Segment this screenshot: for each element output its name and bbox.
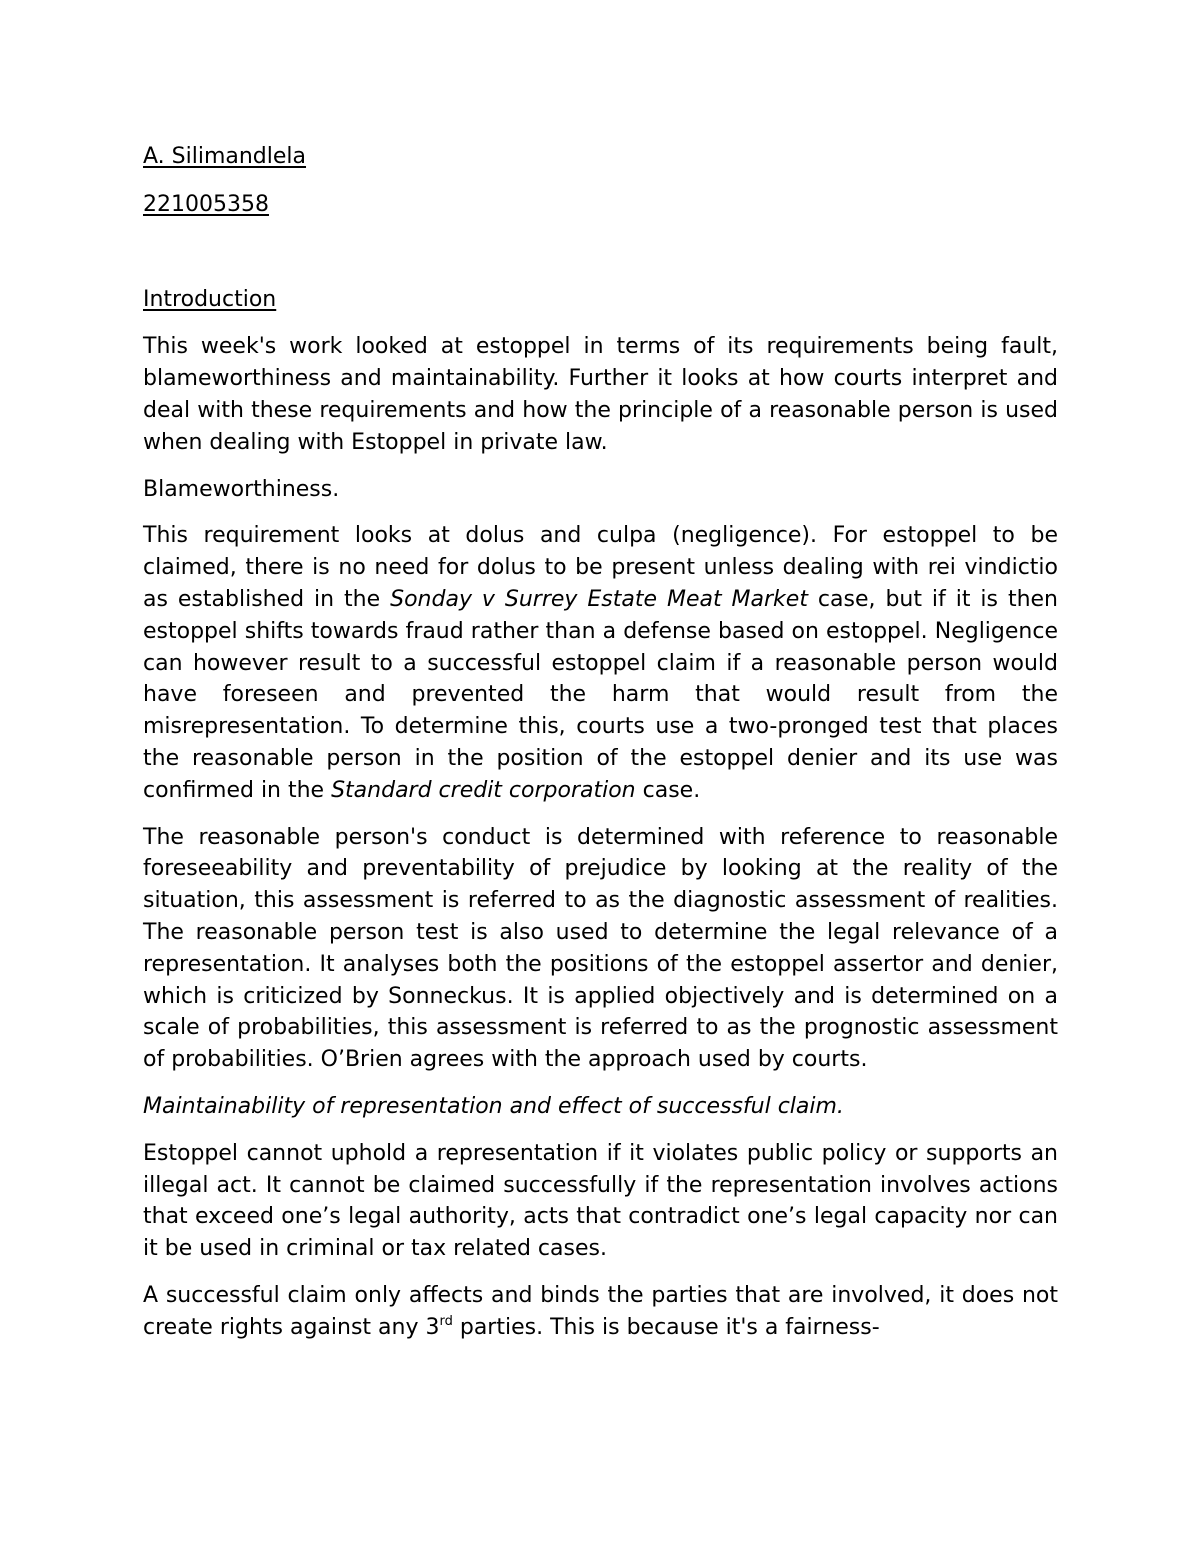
document-body [143,141,1058,1359]
introduction-paragraph: This week's work looked at estoppel in terms of its requirements being fault, blameworthiness and maintainability. Further it looks at how courts interpret and deal with these requirements and how the principle of a reasonable person is used when dealing with Estoppel in private law. [143,334,1058,455]
maintainability-paragraph-2: A successful claim only affects and binds the parties that are involved, it does not create rights against any 3rd parties. This is because it's a fairness- [143,1282,1058,1340]
blameworthiness-heading: Blameworthiness. [143,476,340,502]
case-name-sonday: Sonday v Surrey Estate Meat Market [390,586,808,612]
blameworthiness-paragraph-2: The reasonable person's conduct is determined with reference to reasonable foreseeability and preventability of prejudice by looking at the reality of the situation, this assessment is referred to as the diagnostic assessment of realities. The reasonable person test is also used to determine the legal relevance of a representation. It analyses both the positions of the estoppel assertor and denier, which is criticized by Sonneckus. It is applied objectively and is determined on a scale of probabilities, this assessment is referred to as the prognostic assessment of probabilities. O’Brien agrees with the approach used by courts. [143,824,1058,1073]
student-number: 221005358 [143,191,269,217]
author-name: A. Silimandlela [143,144,307,169]
blameworthiness-paragraph-1: This requirement looks at dolus and culpa (negligence). For estoppel to be claimed, there is no need for dolus to be present unless dealing with rei vindictio as established in the Sonday v Surrey Estate Meat Market case, but if it is then estoppel shifts towards fraud rather than a defense based on estoppel. Negligence can however result to a successful estoppel claim if a reasonable person would have foreseen and prevented the harm that would result from the misrepresentation. To determine this, courts use a two-pronged test that places the reasonable person in the position of the estoppel denier and its use was confirmed in the Standard credit corporation case. [143,523,1059,803]
case-name-standard-credit: Standard credit corporation [331,777,636,803]
maintainability-paragraph-1: Estoppel cannot uphold a representation if it violates public policy or supports an illegal act. It cannot be claimed successfully if the representation involves actions that exceed one’s legal authority, acts that contradict one’s legal capacity nor can it be used in criminal or tax related cases. [143,1140,1058,1262]
ordinal-suffix: rd [439,1313,453,1329]
maintainability-heading: Maintainability of representation and effect of successful claim. [143,1093,844,1119]
introduction-heading: Introduction [143,286,277,312]
